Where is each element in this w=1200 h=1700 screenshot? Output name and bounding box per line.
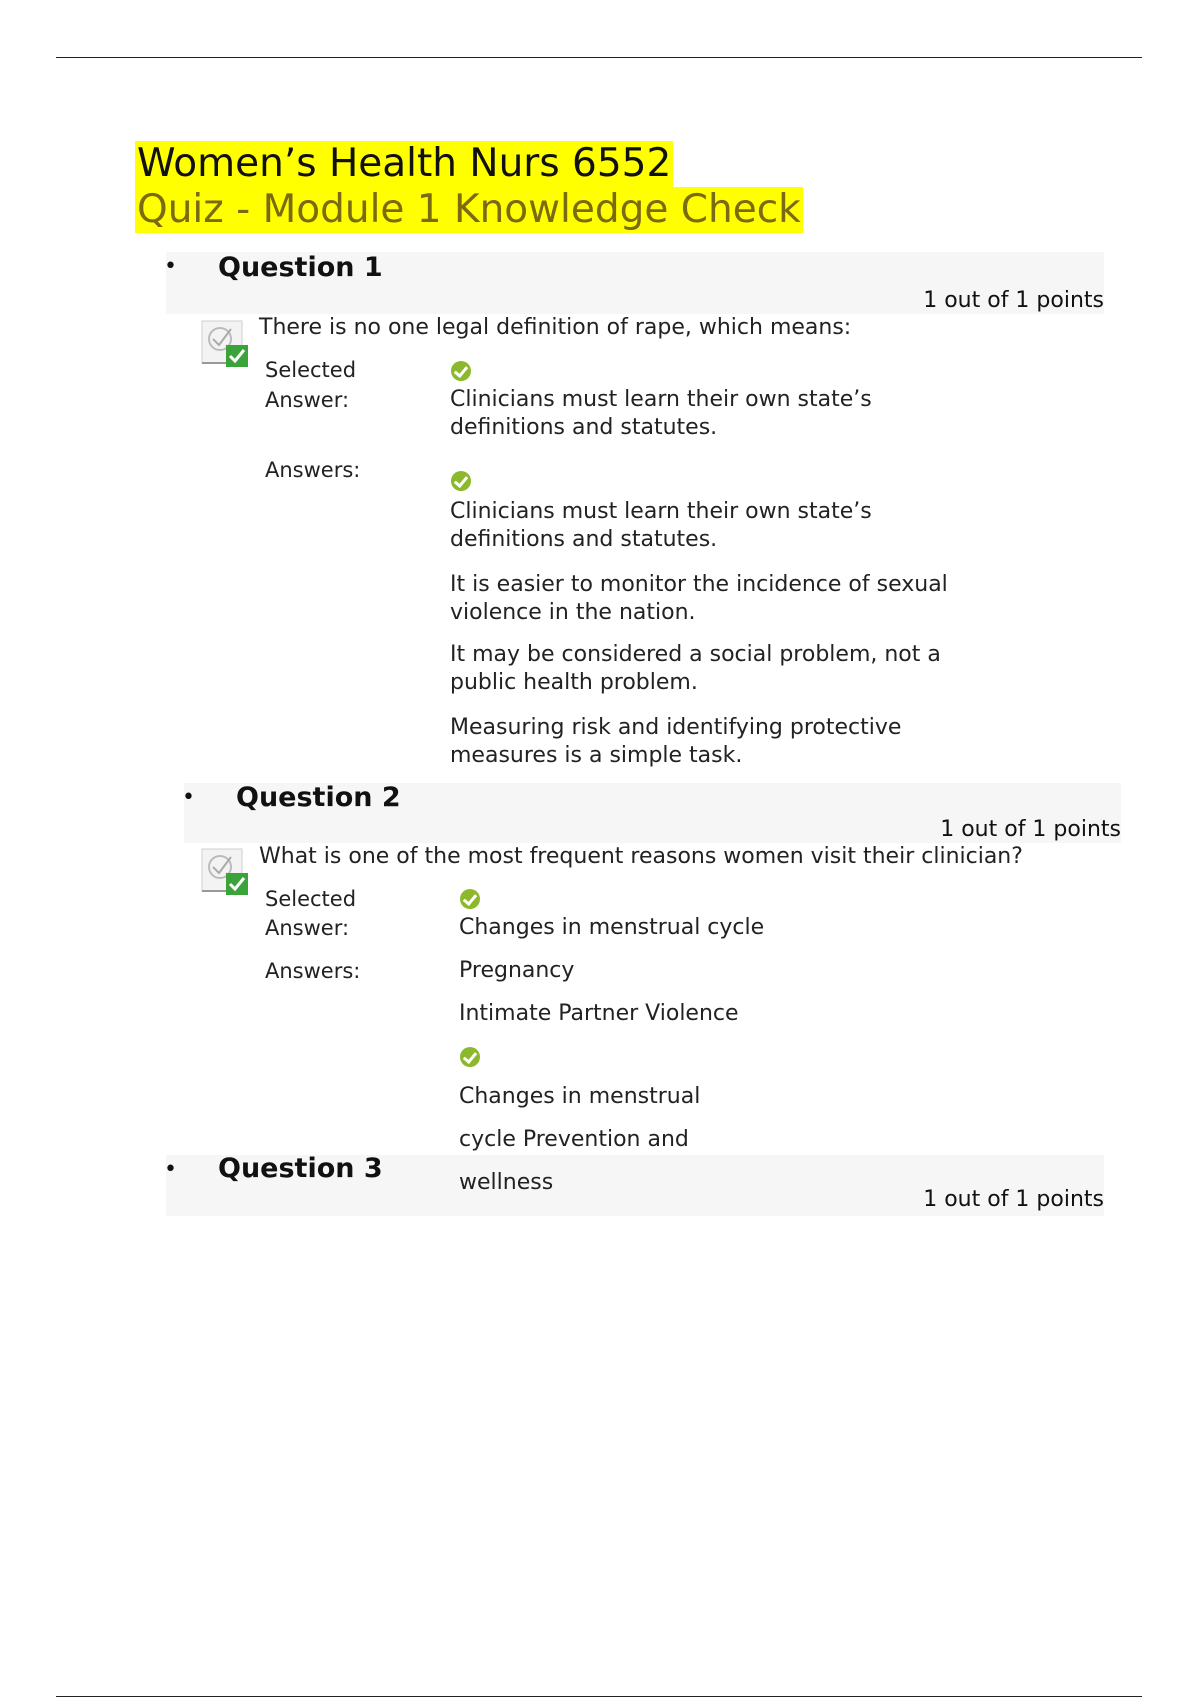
selected-answer: Changes in menstrual cycle [459,915,765,940]
answer-line: Measuring risk and identifying protective [450,715,902,740]
question-1-text: There is no one legal definition of rape, which means: [259,315,852,340]
correct-check-icon [460,1047,480,1067]
answer-line: public health problem. [450,670,698,695]
selected-answer [450,386,872,442]
answer-line: violence in the nation. [450,600,696,625]
answer-option: Pregnancy [459,958,575,983]
bottom-rule [56,1696,1142,1697]
question-3-points: 1 out of 1 points [923,1187,1104,1212]
answer-line: It is easier to monitor the incidence of sexual [450,572,948,597]
top-rule [56,57,1142,58]
correct-check-icon [451,471,471,491]
answer-option [450,641,941,697]
question-2-text: What is one of the most frequent reasons women visit their clinician? [259,844,1023,869]
course-title: Women’s Health Nurs 6552 [137,141,672,186]
correct-check-icon [460,889,480,909]
bullet: • [164,1157,177,1182]
answers-label: Answers: [265,959,361,983]
answer-line: measures is a simple task. [450,743,743,768]
answer-label: Answer: [265,916,350,940]
answer-option: Changes in menstrual [459,1084,701,1109]
answer-line: It may be considered a social problem, not a [450,642,941,667]
question-1-heading: Question 1 [218,252,383,283]
selected-label: Selected [265,358,357,382]
question-2-heading: Question 2 [236,782,401,813]
question-correct-icon [200,845,250,895]
answer-line: definitions and statutes. [450,527,718,552]
answer-option: Intimate Partner Violence [459,1001,739,1026]
answer-option [450,714,901,770]
bullet: • [182,785,195,810]
question-correct-icon [200,317,250,367]
answer-option: wellness [459,1170,554,1195]
quiz-title: Quiz - Module 1 Knowledge Check [137,187,801,232]
correct-check-icon [451,361,471,381]
answer-line: Clinicians must learn their own state’s [450,499,872,524]
selected-answer-line: Clinicians must learn their own state’s [450,387,872,412]
answer-label: Answer: [265,388,350,412]
answer-option [450,571,948,627]
answer-option [450,498,872,554]
selected-answer-line: definitions and statutes. [450,415,718,440]
question-3-heading: Question 3 [218,1153,383,1184]
answers-label: Answers: [265,458,361,482]
bullet: • [164,254,177,279]
answer-option: cycle Prevention and [459,1127,689,1152]
selected-label: Selected [265,887,357,911]
question-1-points: 1 out of 1 points [923,288,1104,313]
question-2-points: 1 out of 1 points [940,817,1121,842]
